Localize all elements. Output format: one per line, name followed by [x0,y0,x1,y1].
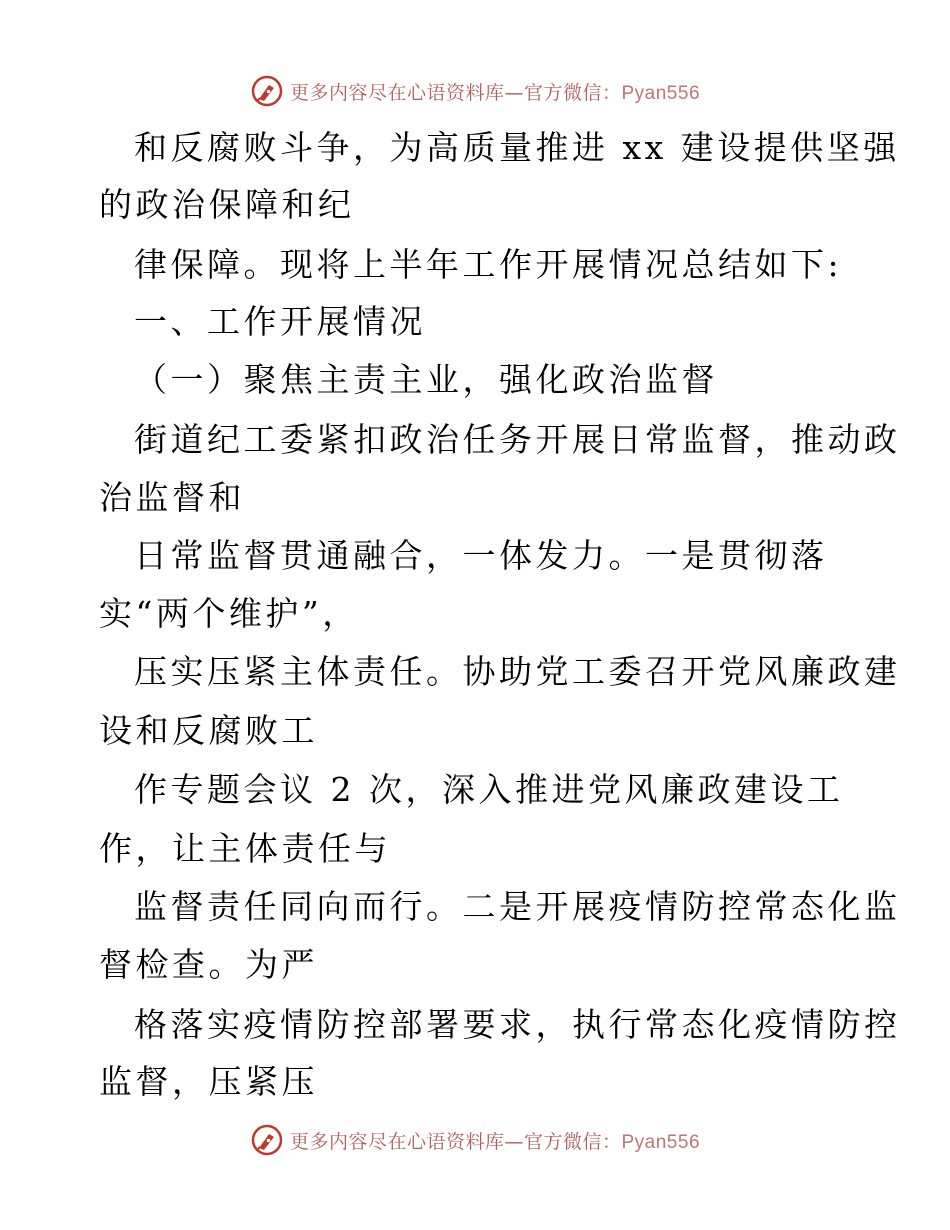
pen-nib-logo-icon [250,1123,284,1157]
pen-nib-logo-icon [250,74,284,108]
body-line-15: 督检查。为严 [99,945,318,984]
body-line-1: 和反腐败斗争，为高质量推进 xx 建设提供坚强 [134,128,900,167]
body-line-7: 治监督和 [99,478,245,517]
body-line-11: 设和反腐败工 [99,711,318,750]
body-line-16: 格落实疫情防控部署要求，执行常态化疫情防控 [134,1005,901,1044]
body-line-3: 律保障。现将上半年工作开展情况总结如下: [134,245,843,284]
body-line-8: 日常监督贯通融合，一体发力。一是贯彻落 [134,536,828,575]
section-heading: 一、工作开展情况 [134,302,426,341]
body-line-10: 压实压紧主体责任。协助党工委召开党风廉政建 [134,652,901,691]
body-line-17: 监督，压紧压 [99,1062,318,1101]
watermark-text: 更多内容尽在心语资料库—官方微信：Pyan556 [289,81,701,104]
watermark-text: 更多内容尽在心语资料库—官方微信：Pyan556 [289,1130,701,1153]
body-line-14: 监督责任同向而行。二是开展疫情防控常态化监 [134,887,901,926]
subsection-heading: （一）聚焦主责主业，强化政治监督 [134,360,718,399]
body-line-6: 街道纪工委紧扣政治任务开展日常监督，推动政 [134,420,901,459]
body-line-9: 实“两个维护”， [99,594,359,633]
body-line-12: 作专题会议 2 次，深入推进党风廉政建设工 [134,770,844,809]
body-line-13: 作，让主体责任与 [99,829,391,868]
body-line-2: 的政治保障和纪 [99,185,355,224]
footer-watermark [0,1120,950,1160]
header-watermark [0,71,950,111]
